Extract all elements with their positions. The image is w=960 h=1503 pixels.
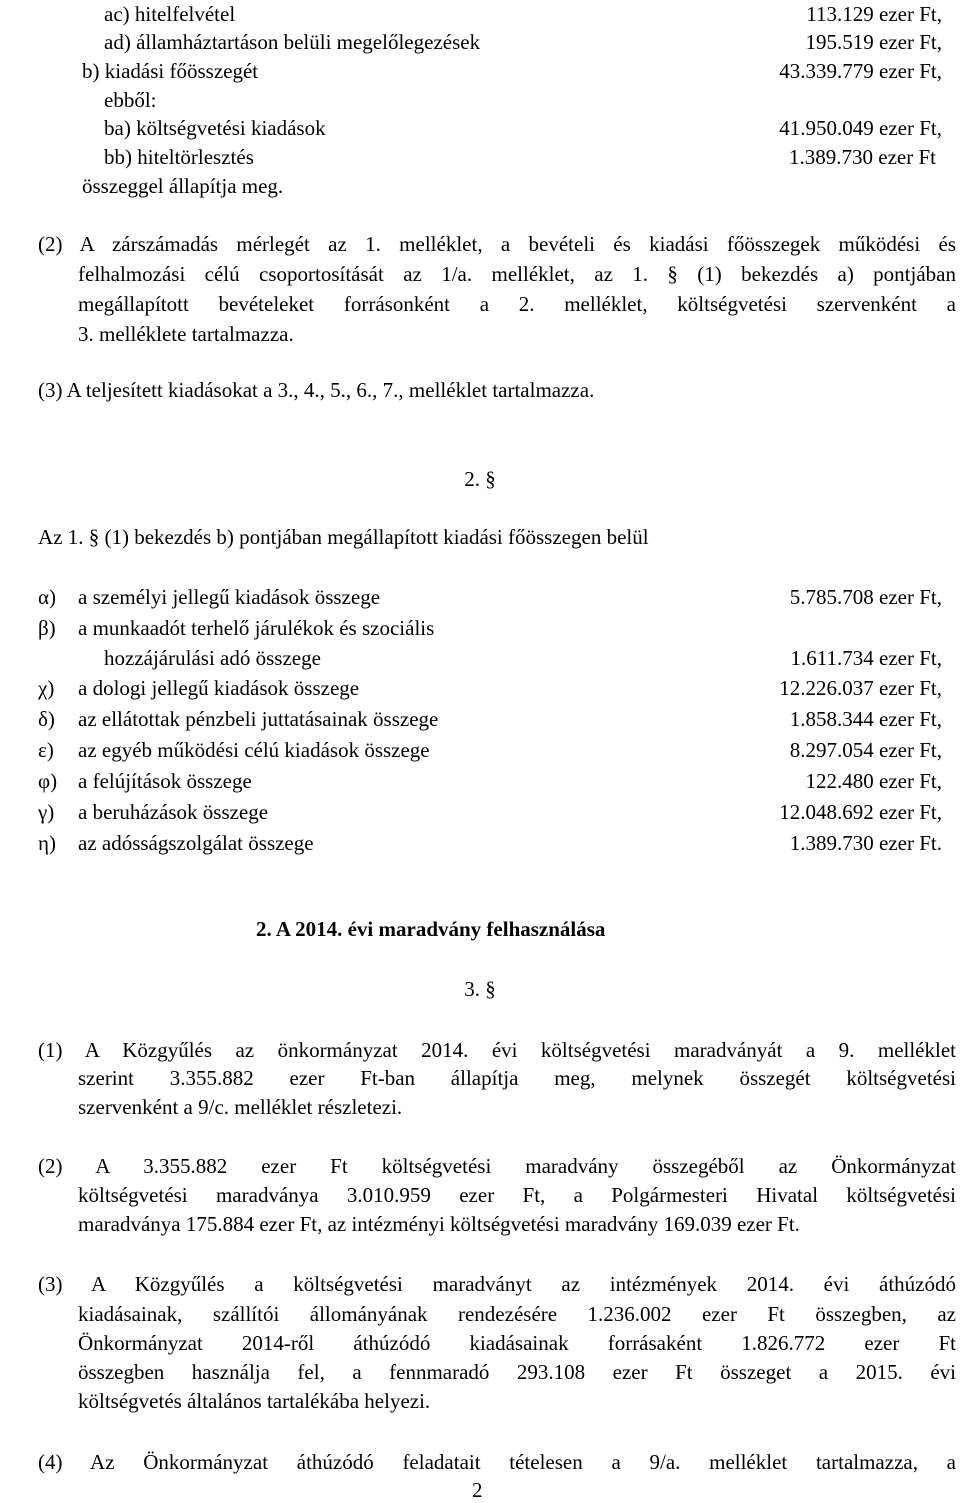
item-amount: 12.048.692 ezer Ft, bbox=[779, 800, 942, 824]
item-label: a felújítások összege bbox=[78, 769, 252, 793]
paragraph-line: megállapított bevételeket forrásonként a 2. melléklet, költségvetési szervenként a bbox=[78, 292, 956, 316]
paragraph-line: szervenként a 9/c. melléklet részletezi. bbox=[78, 1095, 403, 1119]
paragraph-line: (3) A Közgyűlés a költségvetési maradványt az intézmények 2014. évi áthúzódó bbox=[38, 1272, 956, 1296]
item-symbol: β) bbox=[38, 616, 56, 640]
paragraph-line: összegben használja fel, a fennmaradó 293.108 ezer Ft összeget a 2015. évi bbox=[78, 1360, 956, 1384]
item-label: az egyéb működési célú kiadások összege bbox=[78, 738, 430, 762]
item-label: a személyi jellegű kiadások összege bbox=[78, 585, 381, 609]
paragraph-line: költségvetés általános tartalékába helyezi. bbox=[78, 1389, 431, 1413]
item-amount: 5.785.708 ezer Ft, bbox=[789, 585, 942, 609]
item-label: hozzájárulási adó összege bbox=[104, 646, 321, 670]
list-item-amount: 195.519 ezer Ft, bbox=[805, 30, 942, 54]
item-symbol: δ) bbox=[38, 707, 55, 731]
section-intro: Az 1. § (1) bekezdés b) pontjában megállapított kiadási főösszegen belül bbox=[38, 525, 649, 549]
paragraph-line: szerint 3.355.882 ezer Ft-ban állapítja meg, melynek összegét költségvetési bbox=[78, 1066, 956, 1090]
paragraph-line: (1) A Közgyűlés az önkormányzat 2014. évi költségvetési maradványát a 9. melléklet bbox=[38, 1038, 956, 1062]
section3-paragraph-4: (4) Az Önkormányzat áthúzódó feladatait tételesen a 9/a. melléklet tartalmazza, a bbox=[38, 1450, 956, 1474]
list-item-label: bb) hiteltörlesztés bbox=[104, 145, 254, 169]
item-amount: 1.389.730 ezer Ft. bbox=[789, 831, 942, 855]
list-item-amount: 43.339.779 ezer Ft, bbox=[779, 59, 942, 83]
list-item-label: ad) államháztartáson belüli megelőlegezések bbox=[104, 30, 481, 54]
item-symbol: χ) bbox=[38, 676, 55, 700]
paragraph-line: felhalmozási célú csoportosítását az 1/a. melléklet, az 1. § (1) bekezdés a) pontjában bbox=[78, 262, 956, 286]
item-label: az ellátottak pénzbeli juttatásainak összege bbox=[78, 707, 439, 731]
paragraph-3: (3) A teljesített kiadásokat a 3., 4., 5., 6., 7., melléklet tartalmazza. bbox=[38, 378, 595, 402]
list-item-label: ebből: bbox=[104, 88, 157, 112]
item-label: a dologi jellegű kiadások összege bbox=[78, 676, 360, 700]
list-item-amount: 113.129 ezer Ft, bbox=[806, 2, 942, 26]
item-symbol: φ) bbox=[38, 769, 58, 793]
item-symbol: η) bbox=[38, 831, 56, 855]
item-symbol: γ) bbox=[38, 800, 55, 824]
item-symbol: ε) bbox=[38, 738, 54, 762]
item-amount: 1.611.734 ezer Ft, bbox=[790, 646, 942, 670]
list-item-label: ba) költségvetési kiadások bbox=[104, 116, 326, 140]
chapter-title: 2. A 2014. évi maradvány felhasználása bbox=[256, 917, 606, 941]
list-item-label: ac) hitelfelvétel bbox=[104, 2, 236, 26]
item-amount: 8.297.054 ezer Ft, bbox=[789, 738, 942, 762]
paragraph-line: 3. melléklete tartalmazza. bbox=[78, 322, 294, 346]
section-heading: 2. § bbox=[464, 467, 496, 491]
item-amount: 1.858.344 ezer Ft, bbox=[789, 707, 942, 731]
paragraph-line: maradványa 175.884 ezer Ft, az intézményi költségvetési maradvány 169.039 ezer Ft. bbox=[78, 1212, 800, 1236]
paragraph-line: (2) A zárszámadás mérlegét az 1. melléklet, a bevételi és kiadási főösszegek működési és bbox=[38, 232, 956, 256]
item-amount: 122.480 ezer Ft, bbox=[805, 769, 942, 793]
item-symbol: α) bbox=[38, 585, 56, 609]
paragraph-line: kiadásainak, szállítói állományának rendezésére 1.236.002 ezer Ft összegben, az bbox=[78, 1302, 956, 1326]
paragraph-line: (2) A 3.355.882 ezer Ft költségvetési maradvány összegéből az Önkormányzat bbox=[38, 1154, 956, 1178]
list-item-amount: 1.389.730 ezer Ft bbox=[789, 145, 936, 169]
item-label: a beruházások összege bbox=[78, 800, 269, 824]
closing-text: összeggel állapítja meg. bbox=[82, 174, 284, 198]
item-amount: 12.226.037 ezer Ft, bbox=[779, 676, 942, 700]
paragraph-line: Önkormányzat 2014-ről áthúzódó kiadásainak forrásaként 1.826.772 ezer Ft bbox=[78, 1331, 956, 1355]
paragraph-line: költségvetési maradványa 3.010.959 ezer Ft, a Polgármesteri Hivatal költségvetési bbox=[78, 1183, 956, 1207]
list-item-amount: 41.950.049 ezer Ft, bbox=[779, 116, 942, 140]
section-heading: 3. § bbox=[464, 977, 496, 1001]
list-item-label: b) kiadási főösszegét bbox=[82, 59, 259, 83]
item-label: a munkaadót terhelő járulékok és szociális bbox=[78, 616, 435, 640]
item-label: az adósságszolgálat összege bbox=[78, 831, 314, 855]
page-number: 2 bbox=[472, 1478, 483, 1502]
